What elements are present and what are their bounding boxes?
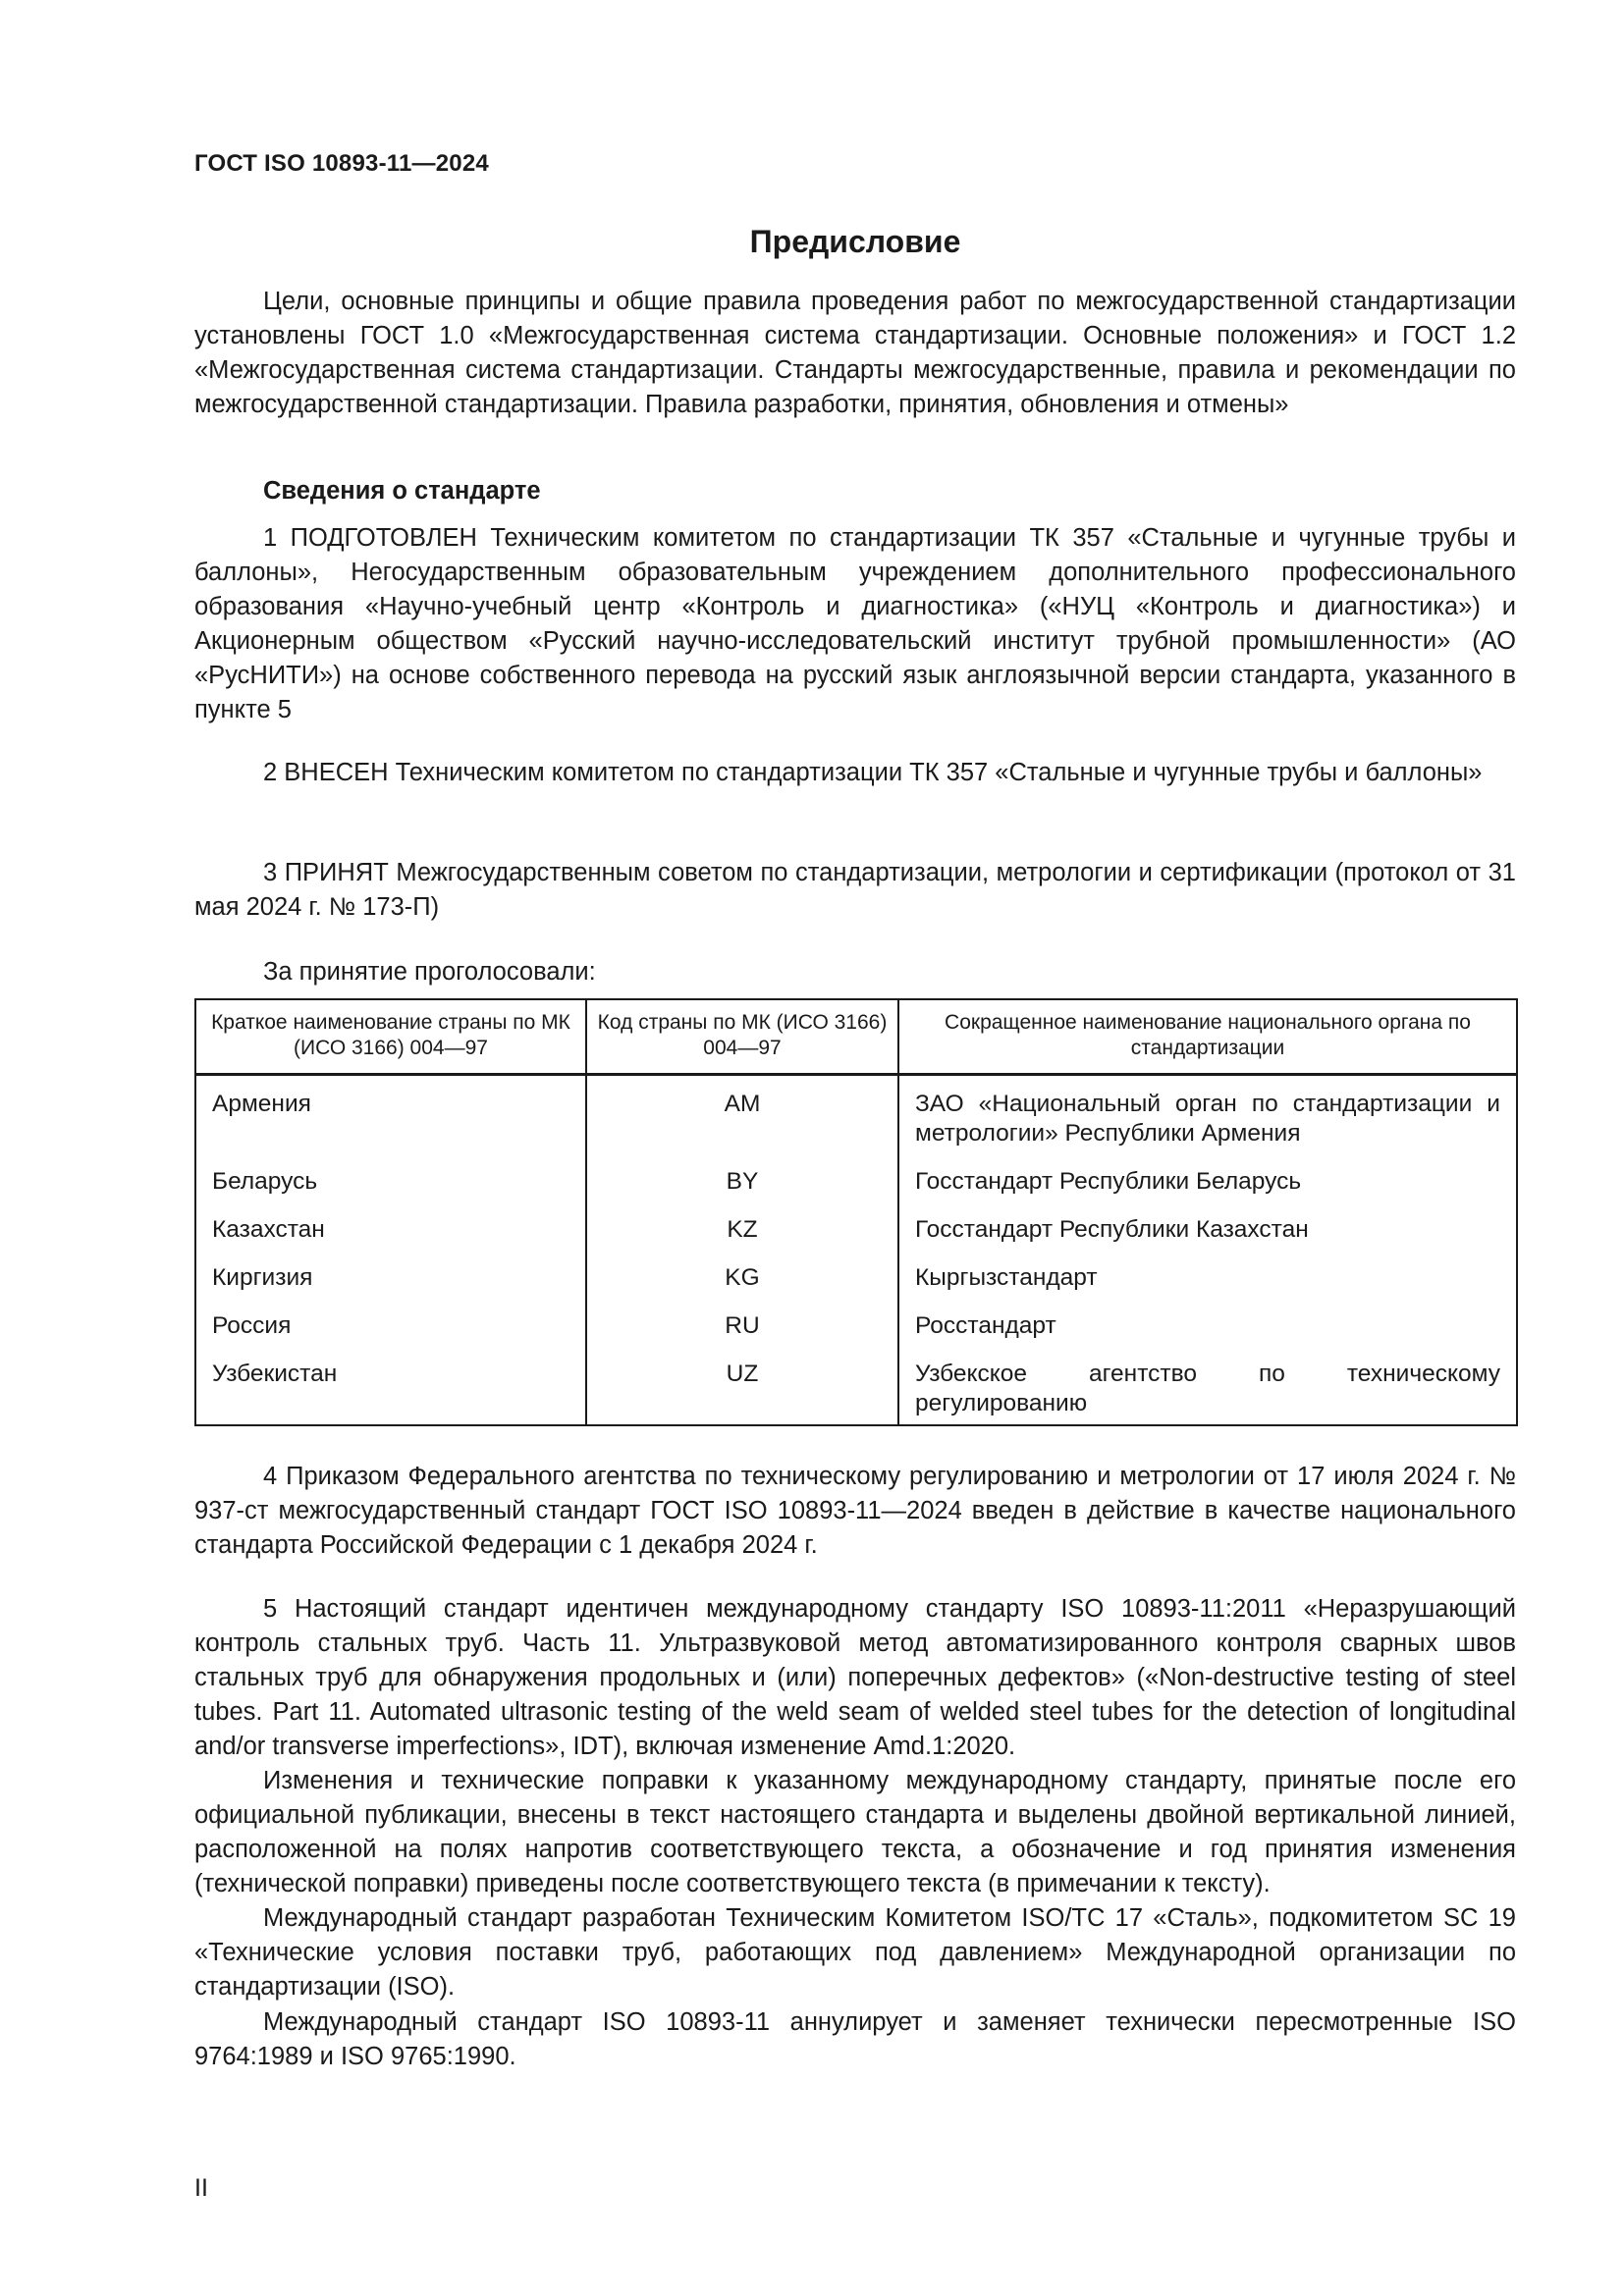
national-body-cell: Росстандарт [898,1293,1517,1341]
vote-caption: За принятие проголосовали: [263,958,596,986]
country-code-cell: AM [586,1075,898,1149]
country-name-cell: Россия [195,1293,586,1341]
country-code-cell: RU [586,1293,898,1341]
country-name-cell: Беларусь [195,1148,586,1197]
country-code-cell: KZ [586,1197,898,1245]
standard-info-heading: Сведения о стандарте [263,477,541,505]
national-body-cell: ЗАО «Национальный орган по стандартизации и метрологии» Республики Армения [898,1075,1517,1149]
page-title: Предисловие [749,224,961,259]
item-5-changes-paragraph: Изменения и технические поправки к указанному международному стандарту, принятые после его официальной публикации, внесены в текст настоящего стандарта и выделены двойной вертикальной линией, расположенной на полях напротив соответствующего текста, а обозначение и год принятия изменения (технической поправки) приведены после соответствующего текста (в примечании к тексту). [194,1767,1516,1897]
country-code-cell: UZ [586,1341,898,1425]
table-header-row [195,999,1517,1075]
country-name-cell: Киргизия [195,1245,586,1293]
item-5-paragraph: 5 Настоящий стандарт идентичен международному стандарту ISO 10893-11:2011 «Неразрушающий контроль стальных труб. Часть 11. Ультразвуковой метод автоматизированного контроля сварных швов стальных труб для обнаружения продольных и (или) поперечных дефектов» («Non-destructive testing of steel tubes. Part 11. Automated ultrasonic testing of the weld seam of welded steel tubes for the detection of longitudinal and/or transverse imperfections», IDT), включая изменение Amd.1:2020. [194,1595,1516,1760]
intro-paragraph: Цели, основные принципы и общие правила проведения работ по межгосударственной стандартизации установлены ГОСТ 1.0 «Межгосударственная система стандартизации. Основные положения» и ГОСТ 1.2 «Межгосударственная система стандартизации. Стандарты межгосударственные, правила и рекомендации по межгосударственной стандартизации. Правила разработки, принятия, обновления и отмены» [194,288,1516,418]
country-code-cell: KG [586,1245,898,1293]
item-3-paragraph: 3 ПРИНЯТ Межгосударственным советом по стандартизации, метрологии и сертификации (протокол от 31 мая 2024 г. № 173-П) [194,859,1516,921]
item-1-paragraph: 1 ПОДГОТОВЛЕН Техническим комитетом по стандартизации ТК 357 «Стальные и чугунные трубы и баллоны», Негосударственным образовательным учреждением дополнительного профессионального образования «Научно-учебный центр «Контроль и диагностика» («НУЦ «Контроль и диагностика») и Акционерным обществом «Русский научно-исследовательский институт трубной промышленности» (АО «РусНИТИ») на основе собственного перевода на русский язык англоязычной версии стандарта, указанного в пункте 5 [194,524,1516,723]
table-row [195,1245,1517,1293]
page-number: II [194,2174,208,2202]
item-2-paragraph: 2 ВНЕСЕН Техническим комитетом по стандартизации ТК 357 «Стальные и чугунные трубы и баллоны» [263,759,1483,786]
item-5-developer-paragraph: Международный стандарт разработан Техническим Комитетом ISO/TC 17 «Сталь», подкомитетом SC 19 «Технические условия поставки труб, работающих под давлением» Международной организации по стандартизации (ISO). [194,1904,1516,2001]
national-body-cell: Госстандарт Республики Казахстан [898,1197,1517,1245]
country-name-cell: Казахстан [195,1197,586,1245]
table-row [195,1341,1517,1425]
country-name-cell: Узбекистан [195,1341,586,1425]
table-row [195,1075,1517,1149]
item-4-paragraph: 4 Приказом Федерального агентства по техническому регулированию и метрологии от 17 июля 2024 г. № 937-ст межгосударственный стандарт ГОСТ ISO 10893-11—2024 введен в действие в качестве национального стандарта Российской Федерации с 1 декабря 2024 г. [194,1463,1516,1559]
column-header-national-body: Сокращенное наименование национального органа по стандартизации [898,999,1517,1075]
document-code-header: ГОСТ ISO 10893-11—2024 [194,150,489,177]
national-body-cell: Узбекское агентство по техническому регулированию [898,1341,1517,1425]
table-row [195,1148,1517,1197]
column-header-country-name: Краткое наименование страны по МК (ИСО 3166) 004—97 [195,999,586,1075]
national-body-cell: Госстандарт Республики Беларусь [898,1148,1517,1197]
country-code-cell: BY [586,1148,898,1197]
table-row [195,1293,1517,1341]
column-header-country-code: Код страны по МК (ИСО 3166) 004—97 [586,999,898,1075]
country-name-cell: Армения [195,1075,586,1149]
table-row [195,1197,1517,1245]
national-body-cell: Кыргызстандарт [898,1245,1517,1293]
voting-countries-table [194,998,1518,1426]
item-5-replaces-paragraph: Международный стандарт ISO 10893-11 аннулирует и заменяет технически пересмотренные ISO 9764:1989 и ISO 9765:1990. [194,2008,1516,2070]
